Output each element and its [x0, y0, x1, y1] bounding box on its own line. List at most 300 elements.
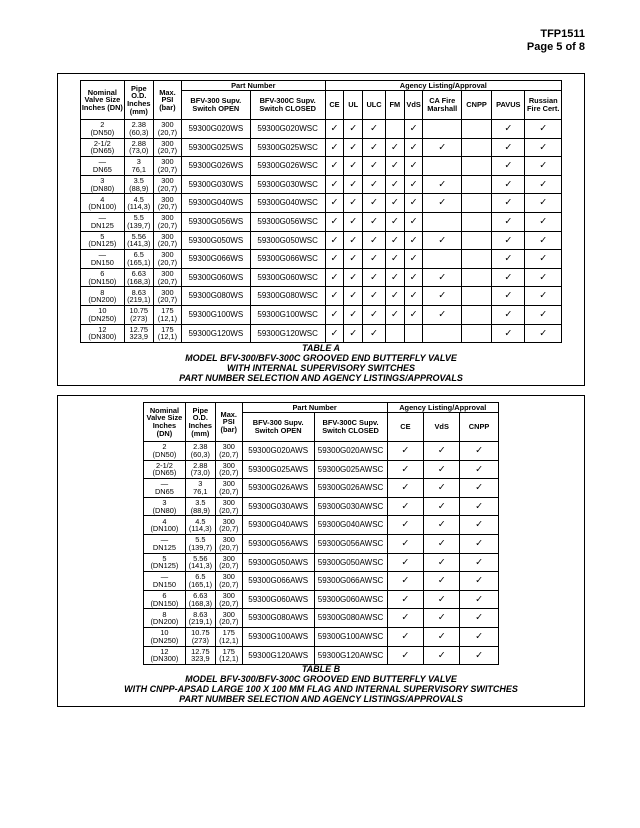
- valve-size-cell-line2: (DN50): [90, 127, 115, 137]
- valve-size-cell-line2: (DN300): [88, 332, 117, 342]
- checkmark-icon: ✓: [330, 327, 339, 339]
- agency-cell: [492, 157, 525, 176]
- agency-cell: [404, 231, 423, 250]
- agency-cell: [525, 138, 562, 157]
- agency-cell: [387, 572, 424, 591]
- checkmark-icon: ✓: [401, 575, 410, 587]
- checkmark-icon: ✓: [390, 290, 399, 302]
- pipe-od-cell-line1: 8.63: [131, 287, 146, 297]
- pipe-od-cell-line1: 5.56: [193, 553, 208, 563]
- checkmark-icon: ✓: [390, 308, 399, 320]
- checkmark-icon: ✓: [370, 178, 379, 190]
- part-number-closed: 59300G025WSC: [250, 138, 325, 157]
- pipe-od-cell-line2: (88,9): [190, 505, 210, 515]
- max-psi-cell-line1: 300: [222, 609, 235, 619]
- agency-cell: [325, 120, 344, 139]
- checkmark-icon: ✓: [504, 215, 513, 227]
- checkmark-icon: ✓: [390, 178, 399, 190]
- max-psi-cell-line2: (20,7): [219, 449, 239, 459]
- pipe-od-cell: [124, 305, 153, 324]
- agency-cell: [492, 212, 525, 231]
- caption-line: WITH INTERNAL SUPERVISORY SWITCHES: [226, 363, 416, 373]
- valve-size-cell-line1: 10: [98, 306, 107, 316]
- checkmark-icon: ✓: [330, 215, 339, 227]
- checkmark-icon: ✓: [349, 253, 358, 265]
- max-psi-cell-line1: 300: [161, 287, 174, 297]
- valve-size-cell-line1: —: [98, 157, 107, 167]
- table-row: [81, 120, 562, 139]
- checkmark-icon: ✓: [390, 234, 399, 246]
- table-row: [144, 590, 499, 609]
- checkmark-icon: ✓: [330, 197, 339, 209]
- max-psi-cell: [153, 120, 181, 139]
- checkmark-icon: ✓: [349, 178, 358, 190]
- agency-cell: [423, 175, 462, 194]
- part-number-closed: 59300G060AWSC: [314, 590, 387, 609]
- part-number-open: 59300G026AWS: [242, 479, 314, 498]
- part-number-closed: 59300G050AWSC: [314, 553, 387, 572]
- checkmark-icon: ✓: [390, 160, 399, 172]
- checkmark-icon: ✓: [409, 271, 418, 283]
- max-psi-cell-line1: 300: [161, 268, 174, 278]
- pipe-od-cell: [185, 627, 215, 646]
- checkmark-icon: ✓: [437, 612, 446, 624]
- agency-cell: [387, 460, 424, 479]
- agency-cell: [385, 120, 404, 139]
- agency-cell: [423, 250, 462, 269]
- max-psi-cell-line1: 300: [161, 157, 174, 167]
- valve-size-cell-line2: (DN125): [150, 561, 179, 571]
- max-psi-cell-line2: (20,7): [157, 295, 178, 305]
- agency-cell: [325, 194, 344, 213]
- checkmark-icon: ✓: [539, 197, 548, 209]
- checkmark-icon: ✓: [539, 141, 548, 153]
- col-part-number: Part Number: [242, 403, 387, 413]
- valve-size-cell-line2: DN150: [152, 579, 176, 589]
- max-psi-cell-line2: (20,7): [219, 579, 239, 589]
- checkmark-icon: ✓: [390, 271, 399, 283]
- part-number-closed: 59300G040WSC: [250, 194, 325, 213]
- max-psi-cell: [153, 305, 181, 324]
- agency-cell: [461, 250, 491, 269]
- col-pipe-od: Pipe O.D. Inches (mm): [185, 403, 215, 442]
- max-psi-cell-line2: (12,1): [157, 313, 178, 323]
- max-psi-cell-line1: 175: [222, 628, 235, 638]
- max-psi-cell: [215, 534, 242, 553]
- valve-size-cell: [81, 138, 125, 157]
- checkmark-icon: ✓: [475, 445, 484, 456]
- max-psi-cell-line2: (20,7): [157, 183, 178, 193]
- checkmark-icon: ✓: [349, 141, 358, 153]
- checkmark-icon: ✓: [437, 593, 446, 605]
- agency-cell: [363, 212, 386, 231]
- table-b-caption: [58, 664, 584, 704]
- pipe-od-cell-line2: (88,9): [129, 183, 149, 193]
- checkmark-icon: ✓: [330, 160, 339, 172]
- checkmark-icon: ✓: [438, 197, 447, 209]
- valve-size-cell-line2: (DN65): [152, 468, 177, 478]
- part-number-closed: 59300G060WSC: [250, 268, 325, 287]
- checkmark-icon: ✓: [475, 463, 484, 475]
- valve-size-cell: [81, 287, 125, 306]
- col-max-psi: Max. PSI (bar): [215, 403, 242, 442]
- pipe-od-cell-line1: 2.38: [193, 442, 208, 452]
- max-psi-cell: [153, 194, 181, 213]
- agency-cell: [325, 157, 344, 176]
- agency-cell: [461, 175, 491, 194]
- max-psi-cell: [153, 250, 181, 269]
- checkmark-icon: ✓: [409, 308, 418, 320]
- max-psi-cell-line1: 300: [222, 460, 235, 470]
- agency-cell: [344, 194, 363, 213]
- agency-cell: [461, 212, 491, 231]
- checkmark-icon: ✓: [409, 160, 418, 172]
- checkmark-icon: ✓: [438, 290, 447, 302]
- agency-cell: [461, 157, 491, 176]
- agency-cell: [363, 175, 386, 194]
- valve-size-cell-line1: 2-1/2: [156, 460, 173, 470]
- checkmark-icon: ✓: [437, 463, 446, 475]
- part-number-closed: 59300G030AWSC: [314, 497, 387, 516]
- table-row: [81, 250, 562, 269]
- max-psi-cell: [215, 553, 242, 572]
- max-psi-cell: [215, 442, 242, 461]
- agency-cell: [424, 553, 460, 572]
- valve-size-cell-line2: (DN200): [88, 295, 117, 305]
- checkmark-icon: ✓: [330, 308, 339, 320]
- agency-cell: [424, 609, 460, 628]
- valve-size-cell-line2: (DN80): [152, 505, 177, 515]
- agency-cell: [423, 305, 462, 324]
- checkmark-icon: ✓: [330, 234, 339, 246]
- pipe-od-cell-line1: 4.5: [133, 194, 144, 204]
- checkmark-icon: ✓: [539, 234, 548, 246]
- valve-size-cell: [144, 442, 186, 461]
- part-number-open: 59300G050AWS: [242, 553, 314, 572]
- col-agency-3: FM: [385, 91, 404, 120]
- max-psi-cell-line2: (20,7): [219, 468, 239, 478]
- max-psi-cell-line1: 300: [161, 250, 174, 260]
- agency-cell: [492, 305, 525, 324]
- checkmark-icon: ✓: [401, 593, 410, 605]
- max-psi-cell: [153, 324, 181, 343]
- max-psi-cell: [215, 609, 242, 628]
- valve-size-cell: [144, 609, 186, 628]
- part-number-closed: 59300G056WSC: [250, 212, 325, 231]
- col-agency-2: ULC: [363, 91, 386, 120]
- table-row: [81, 212, 562, 231]
- table-a-frame: [57, 73, 585, 386]
- caption-line: TABLE B: [301, 664, 341, 674]
- agency-cell: [423, 120, 462, 139]
- pipe-od-cell-line1: 6.5: [195, 572, 206, 582]
- max-psi-cell: [153, 138, 181, 157]
- agency-cell: [363, 305, 386, 324]
- max-psi-cell-line2: (20,7): [219, 505, 239, 515]
- col-max-psi: Max. PSI (bar): [153, 81, 181, 120]
- part-number-closed: 59300G066WSC: [250, 250, 325, 269]
- col-agency-1: UL: [344, 91, 363, 120]
- agency-cell: [525, 250, 562, 269]
- valve-size-cell-line1: 3: [100, 175, 105, 185]
- pipe-od-cell-line2: 323,9: [129, 332, 149, 342]
- agency-cell: [363, 324, 386, 343]
- part-number-open: 59300G120AWS: [242, 646, 314, 665]
- part-number-closed: 59300G080AWSC: [314, 609, 387, 628]
- agency-cell: [460, 534, 499, 553]
- valve-size-cell: [81, 194, 125, 213]
- valve-size-cell-line2: (DN200): [150, 617, 179, 627]
- max-psi-cell-line2: (12,1): [219, 654, 239, 664]
- agency-cell: [424, 627, 460, 646]
- part-number-open: 59300G040AWS: [242, 516, 314, 535]
- agency-cell: [344, 250, 363, 269]
- checkmark-icon: ✓: [401, 500, 410, 512]
- caption-line: PART NUMBER SELECTION AND AGENCY LISTINGS/APPROVALS: [179, 373, 463, 383]
- part-number-closed: 59300G020WSC: [250, 120, 325, 139]
- agency-cell: [363, 231, 386, 250]
- agency-cell: [461, 305, 491, 324]
- checkmark-icon: ✓: [370, 271, 379, 283]
- agency-cell: [492, 175, 525, 194]
- col-agency-0: CE: [325, 91, 344, 120]
- checkmark-icon: ✓: [539, 308, 548, 320]
- checkmark-icon: ✓: [349, 160, 358, 172]
- pipe-od-cell: [185, 460, 215, 479]
- agency-cell: [424, 516, 460, 535]
- valve-size-cell-line2: (DN80): [90, 183, 115, 193]
- agency-cell: [344, 157, 363, 176]
- checkmark-icon: ✓: [409, 197, 418, 209]
- checkmark-icon: ✓: [437, 445, 446, 456]
- pipe-od-cell-line1: 3.5: [195, 497, 206, 507]
- part-number-open: 59300G100AWS: [242, 627, 314, 646]
- checkmark-icon: ✓: [539, 123, 548, 134]
- page-number: Page 5 of 8: [526, 41, 585, 53]
- pipe-od-cell: [124, 138, 153, 157]
- valve-size-cell: [81, 212, 125, 231]
- max-psi-cell-line1: 300: [222, 497, 235, 507]
- caption-line: TABLE A: [302, 343, 340, 353]
- checkmark-icon: ✓: [438, 141, 447, 153]
- agency-cell: [344, 268, 363, 287]
- agency-cell: [325, 287, 344, 306]
- valve-size-cell-line1: —: [160, 535, 169, 545]
- agency-cell: [404, 138, 423, 157]
- max-psi-cell-line2: (20,7): [157, 146, 178, 156]
- valve-size-cell-line2: (DN125): [88, 239, 117, 249]
- valve-size-cell-line2: (DN100): [150, 524, 179, 534]
- valve-size-cell-line2: DN150: [90, 257, 114, 267]
- checkmark-icon: ✓: [370, 141, 379, 153]
- part-number-open: 59300G080WS: [181, 287, 250, 306]
- agency-cell: [460, 442, 499, 461]
- valve-size-cell-line2: (DN50): [152, 449, 177, 459]
- max-psi-cell-line2: (12,1): [219, 635, 239, 645]
- agency-cell: [423, 324, 462, 343]
- max-psi-cell: [153, 157, 181, 176]
- pipe-od-cell: [124, 194, 153, 213]
- agency-cell: [525, 231, 562, 250]
- valve-size-cell: [144, 627, 186, 646]
- table-row: [144, 460, 499, 479]
- valve-size-cell-line1: 8: [162, 609, 167, 619]
- pipe-od-cell-line1: 2.88: [193, 460, 208, 470]
- agency-cell: [387, 442, 424, 461]
- max-psi-cell-line2: (20,7): [157, 239, 178, 249]
- valve-size-cell-line2: (DN150): [150, 598, 179, 608]
- valve-size-cell-line1: —: [160, 479, 169, 489]
- valve-size-cell-line2: (DN250): [88, 313, 117, 323]
- pipe-od-cell: [185, 646, 215, 665]
- part-number-open: 59300G050WS: [181, 231, 250, 250]
- agency-cell: [387, 497, 424, 516]
- agency-cell: [363, 250, 386, 269]
- pipe-od-cell-line1: 6.63: [193, 590, 208, 600]
- pipe-od-cell: [185, 442, 215, 461]
- checkmark-icon: ✓: [390, 197, 399, 209]
- table-b-frame: [57, 395, 585, 707]
- checkmark-icon: ✓: [370, 308, 379, 320]
- max-psi-cell-line2: (20,7): [157, 220, 178, 230]
- agency-cell: [492, 231, 525, 250]
- agency-cell: [387, 590, 424, 609]
- valve-size-cell: [81, 157, 125, 176]
- table-row: [144, 609, 499, 628]
- table-row: [144, 479, 499, 498]
- agency-cell: [404, 305, 423, 324]
- checkmark-icon: ✓: [539, 290, 548, 302]
- checkmark-icon: ✓: [539, 178, 548, 190]
- valve-size-cell: [81, 305, 125, 324]
- max-psi-cell: [215, 516, 242, 535]
- valve-size-cell-line1: 2: [100, 120, 105, 130]
- valve-size-cell-line1: 2-1/2: [93, 138, 111, 148]
- agency-cell: [492, 287, 525, 306]
- agency-cell: [492, 138, 525, 157]
- agency-cell: [424, 590, 460, 609]
- agency-cell: [460, 572, 499, 591]
- agency-cell: [363, 157, 386, 176]
- valve-size-cell-line2: (DN150): [88, 276, 117, 286]
- agency-cell: [424, 572, 460, 591]
- checkmark-icon: ✓: [330, 253, 339, 265]
- max-psi-cell-line1: 300: [222, 535, 235, 545]
- checkmark-icon: ✓: [475, 630, 484, 642]
- part-number-closed: 59300G030WSC: [250, 175, 325, 194]
- checkmark-icon: ✓: [370, 215, 379, 227]
- agency-cell: [325, 305, 344, 324]
- valve-size-cell: [81, 268, 125, 287]
- pipe-od-cell-line2: (73,0): [129, 146, 149, 156]
- max-psi-cell-line1: 300: [222, 572, 235, 582]
- table-row: [144, 442, 499, 461]
- pipe-od-cell-line2: (168,3): [127, 276, 151, 286]
- caption-line: PART NUMBER SELECTION AND AGENCY LISTINGS/APPROVALS: [179, 694, 463, 704]
- pipe-od-cell-line2: (141,3): [188, 561, 213, 571]
- pipe-od-cell-line1: 2.38: [131, 120, 146, 130]
- part-number-closed: 59300G026WSC: [250, 157, 325, 176]
- pipe-od-cell-line2: (219,1): [127, 295, 151, 305]
- agency-cell: [525, 194, 562, 213]
- agency-cell: [404, 157, 423, 176]
- pipe-od-cell: [185, 479, 215, 498]
- checkmark-icon: ✓: [475, 537, 484, 549]
- caption-line: MODEL BFV-300/BFV-300C GROOVED END BUTTERFLY VALVE: [185, 353, 457, 363]
- part-number-closed: 59300G050WSC: [250, 231, 325, 250]
- checkmark-icon: ✓: [438, 234, 447, 246]
- col-part-number: Part Number: [181, 81, 325, 91]
- valve-size-cell-line1: 5: [162, 553, 167, 563]
- valve-size-cell: [81, 120, 125, 139]
- max-psi-cell-line1: 300: [161, 213, 174, 223]
- agency-cell: [344, 305, 363, 324]
- checkmark-icon: ✓: [349, 197, 358, 209]
- pipe-od-cell-line2: (165,1): [188, 579, 213, 589]
- checkmark-icon: ✓: [401, 463, 410, 475]
- max-psi-cell: [215, 646, 242, 665]
- agency-cell: [344, 212, 363, 231]
- checkmark-icon: ✓: [475, 593, 484, 605]
- agency-cell: [385, 231, 404, 250]
- checkmark-icon: ✓: [401, 537, 410, 549]
- checkmark-icon: ✓: [409, 178, 418, 190]
- max-psi-cell-line2: (20,7): [157, 202, 178, 212]
- checkmark-icon: ✓: [370, 290, 379, 302]
- agency-cell: [460, 479, 499, 498]
- valve-size-cell: [144, 572, 186, 591]
- agency-cell: [461, 138, 491, 157]
- pipe-od-cell-line2: 76,1: [193, 486, 208, 496]
- max-psi-cell: [153, 175, 181, 194]
- pipe-od-cell-line2: (60,3): [129, 127, 149, 137]
- agency-cell: [404, 212, 423, 231]
- caption-line: WITH CNPP-APSAD LARGE 100 X 100 MM FLAG AND INTERNAL SUPERVISORY SWITCHES: [124, 684, 518, 694]
- checkmark-icon: ✓: [409, 215, 418, 227]
- checkmark-icon: ✓: [504, 308, 513, 320]
- checkmark-icon: ✓: [401, 612, 410, 624]
- checkmark-icon: ✓: [349, 290, 358, 302]
- checkmark-icon: ✓: [438, 271, 447, 283]
- agency-cell: [385, 287, 404, 306]
- part-number-closed: 59300G066AWSC: [314, 572, 387, 591]
- valve-size-cell-line1: 5: [100, 231, 105, 241]
- valve-size-cell: [144, 479, 186, 498]
- part-number-open: 59300G060WS: [181, 268, 250, 287]
- agency-cell: [387, 646, 424, 665]
- valve-size-cell-line1: 2: [162, 442, 167, 452]
- agency-cell: [404, 250, 423, 269]
- checkmark-icon: ✓: [330, 290, 339, 302]
- checkmark-icon: ✓: [437, 630, 446, 642]
- checkmark-icon: ✓: [437, 537, 446, 549]
- agency-cell: [387, 609, 424, 628]
- checkmark-icon: ✓: [437, 519, 446, 531]
- col-agency-7: PAVUS: [492, 91, 525, 120]
- checkmark-icon: ✓: [409, 123, 418, 134]
- checkmark-icon: ✓: [390, 141, 399, 153]
- agency-cell: [325, 268, 344, 287]
- pipe-od-cell-line1: 5.5: [133, 213, 144, 223]
- valve-size-cell-line1: 12: [160, 646, 169, 656]
- agency-cell: [325, 138, 344, 157]
- valve-size-cell: [144, 553, 186, 572]
- checkmark-icon: ✓: [539, 327, 548, 339]
- agency-cell: [460, 627, 499, 646]
- pipe-od-cell-line2: (60,3): [190, 449, 210, 459]
- checkmark-icon: ✓: [370, 160, 379, 172]
- agency-cell: [461, 194, 491, 213]
